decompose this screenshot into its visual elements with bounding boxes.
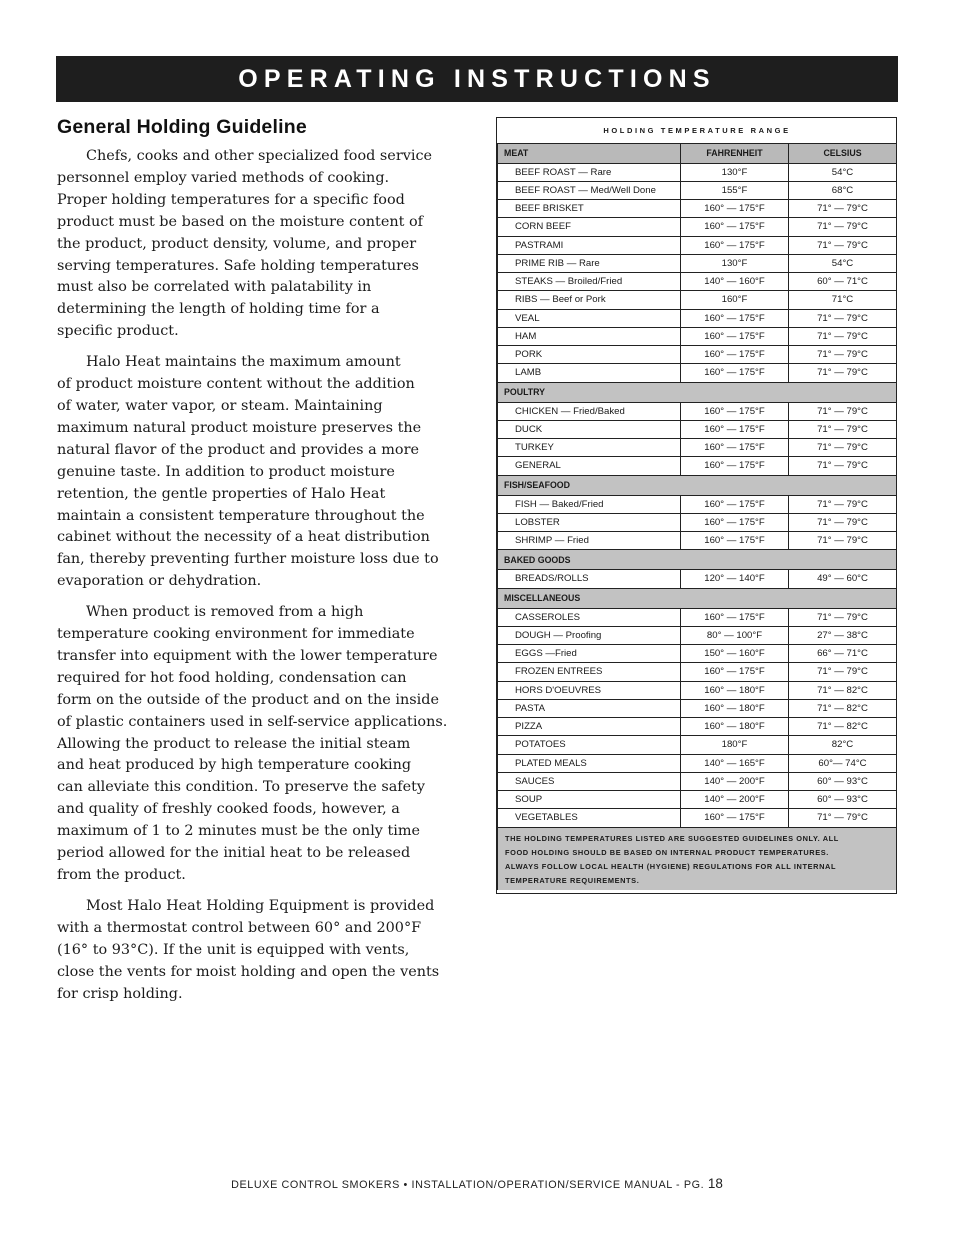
food-item-cell: GENERAL (498, 457, 681, 475)
paragraph-line: maximum of 1 to 2 minutes must be the only time (57, 823, 421, 840)
paragraph-line: and heat produced by high temperature cooking (57, 757, 412, 774)
paragraph-line: period allowed for the initial heat to be released (57, 845, 411, 862)
celsius-cell: 71° — 79°C (789, 532, 897, 550)
table-row (498, 457, 897, 475)
table-note-row (498, 827, 897, 890)
paragraph-line: serving temperatures. Safe holding temperatures (57, 257, 419, 274)
table-row (498, 439, 897, 457)
food-item-cell: BEEF ROAST — Rare (498, 163, 681, 181)
food-item-cell: CORN BEEF (498, 218, 681, 236)
paragraph-line: close the vents for moist holding and open the vents (57, 963, 440, 980)
fahrenheit-cell: 160° — 175°F (681, 218, 789, 236)
fahrenheit-cell: 160° — 175°F (681, 402, 789, 420)
paragraph-line: for crisp holding. (57, 985, 183, 1002)
fahrenheit-cell: 130°F (681, 163, 789, 181)
table-row (498, 532, 897, 550)
category-label: FISH/SEAFOOD (498, 475, 897, 495)
celsius-cell: 71° — 82°C (789, 718, 897, 736)
paragraph-line: specific product. (57, 323, 179, 340)
celsius-cell: 71° — 79°C (789, 608, 897, 626)
food-item-cell: DUCK (498, 420, 681, 438)
table-row (498, 681, 897, 699)
food-item-cell: RIBS — Beef or Pork (498, 291, 681, 309)
celsius-cell: 60° — 93°C (789, 772, 897, 790)
paragraph-line: genuine taste. In addition to product moisture (57, 463, 395, 480)
category-label: MISCELLANEOUS (498, 588, 897, 608)
paragraph-line: and quality of freshly cooked foods, however, a (57, 801, 400, 818)
celsius-cell: 71° — 79°C (789, 364, 897, 382)
column-header-celsius: CELSIUS (789, 143, 897, 163)
table-caption-row (498, 118, 897, 143)
note-line: FOOD HOLDING SHOULD BE BASED ON INTERNAL PRODUCT TEMPERATURES. (505, 847, 829, 857)
table-row (498, 200, 897, 218)
paragraph-line: evaporation or dehydration. (57, 573, 262, 590)
paragraph-line: from the product. (57, 867, 186, 883)
guideline-text (57, 146, 473, 1005)
celsius-cell: 54°C (789, 163, 897, 181)
paragraph-line: determining the length of holding time for a (57, 301, 380, 318)
fahrenheit-cell: 160° — 175°F (681, 236, 789, 254)
fahrenheit-cell: 180°F (681, 736, 789, 754)
celsius-cell: 71° — 79°C (789, 200, 897, 218)
table-row (498, 163, 897, 181)
paragraph-line: retention, the gentle properties of Halo Heat (57, 485, 386, 502)
paragraph-line: of plastic containers used in self-service applications. (57, 713, 448, 730)
celsius-cell: 71° — 79°C (789, 495, 897, 513)
fahrenheit-cell: 130°F (681, 254, 789, 272)
paragraph-line: fan, thereby preventing further moisture loss due to (57, 551, 439, 568)
celsius-cell: 71° — 79°C (789, 402, 897, 420)
fahrenheit-cell: 160° — 175°F (681, 495, 789, 513)
category-row (498, 588, 897, 608)
food-item-cell: TURKEY (498, 439, 681, 457)
paragraph-line: maintain a consistent temperature throughout the (57, 507, 425, 524)
food-item-cell: BREADS/ROLLS (498, 570, 681, 588)
fahrenheit-cell: 160° — 175°F (681, 663, 789, 681)
celsius-cell: 54°C (789, 254, 897, 272)
celsius-cell: 27° — 38°C (789, 626, 897, 644)
fahrenheit-cell: 160° — 175°F (681, 532, 789, 550)
column-header-meat: MEAT (498, 143, 681, 163)
fahrenheit-cell: 160° — 175°F (681, 309, 789, 327)
fahrenheit-cell: 160° — 175°F (681, 420, 789, 438)
fahrenheit-cell: 160° — 180°F (681, 718, 789, 736)
paragraph-line: temperature cooking environment for immediate (57, 626, 415, 643)
table-row (498, 736, 897, 754)
category-label: BAKED GOODS (498, 550, 897, 570)
fahrenheit-cell: 140° — 200°F (681, 772, 789, 790)
fahrenheit-cell: 160° — 175°F (681, 346, 789, 364)
table-row (498, 364, 897, 382)
food-item-cell: PASTA (498, 699, 681, 717)
fahrenheit-cell: 160° — 175°F (681, 439, 789, 457)
food-item-cell: STEAKS — Broiled/Fried (498, 273, 681, 291)
fahrenheit-cell: 80° — 100°F (681, 626, 789, 644)
table-row (498, 570, 897, 588)
category-row (498, 475, 897, 495)
celsius-cell: 71° — 79°C (789, 346, 897, 364)
food-item-cell: PRIME RIB — Rare (498, 254, 681, 272)
table-row (498, 791, 897, 809)
fahrenheit-cell: 120° — 140°F (681, 570, 789, 588)
paragraph-line: Proper holding temperatures for a specific food (57, 191, 405, 208)
paragraph-line: personnel employ varied methods of cooking. (57, 169, 390, 186)
guideline-paragraph (57, 352, 473, 593)
table-row (498, 291, 897, 309)
fahrenheit-cell: 160° — 180°F (681, 681, 789, 699)
paragraph-line: When product is removed from a high (86, 604, 364, 621)
paragraph-line: natural flavor of the product and provides a more (57, 441, 419, 458)
fahrenheit-cell: 160° — 175°F (681, 364, 789, 382)
food-item-cell: DOUGH — Proofing (498, 626, 681, 644)
table-row (498, 346, 897, 364)
celsius-cell: 71° — 79°C (789, 513, 897, 531)
food-item-cell: FROZEN ENTREES (498, 663, 681, 681)
fahrenheit-cell: 150° — 160°F (681, 645, 789, 663)
food-item-cell: PLATED MEALS (498, 754, 681, 772)
food-item-cell: LOBSTER (498, 513, 681, 531)
celsius-cell: 60° — 71°C (789, 273, 897, 291)
food-item-cell: SHRIMP — Fried (498, 532, 681, 550)
food-item-cell: HAM (498, 327, 681, 345)
celsius-cell: 71°C (789, 291, 897, 309)
paragraph-line: of product moisture content without the addition (57, 376, 415, 393)
celsius-cell: 71° — 79°C (789, 457, 897, 475)
celsius-cell: 71° — 82°C (789, 699, 897, 717)
paragraph-line: must also be correlated with palatability in (57, 279, 372, 296)
paragraph-line: required for hot food holding, condensation can (57, 669, 407, 686)
paragraph-line: cabinet without the necessity of a heat distribution (57, 529, 430, 546)
table-row (498, 420, 897, 438)
guideline-paragraph (57, 146, 473, 343)
fahrenheit-cell: 155°F (681, 181, 789, 199)
page-number: 18 (707, 1176, 723, 1191)
food-item-cell: PIZZA (498, 718, 681, 736)
table-caption: HOLDING TEMPERATURE RANGE (498, 118, 897, 143)
table-row (498, 718, 897, 736)
fahrenheit-cell: 140° — 200°F (681, 791, 789, 809)
table-row (498, 495, 897, 513)
fahrenheit-cell: 160°F (681, 291, 789, 309)
food-item-cell: EGGS —Fried (498, 645, 681, 663)
food-item-cell: BEEF BRISKET (498, 200, 681, 218)
page-footer (0, 1176, 954, 1191)
paragraph-line: the product, product density, volume, and proper (57, 235, 417, 252)
celsius-cell: 60°— 74°C (789, 754, 897, 772)
table-row (498, 513, 897, 531)
paragraph-line: product must be based on the moisture content of (57, 213, 423, 230)
page-banner: OPERATING INSTRUCTIONS (56, 56, 898, 102)
table-row (498, 663, 897, 681)
food-item-cell: BEEF ROAST — Med/Well Done (498, 181, 681, 199)
food-item-cell: HORS D'OEUVRES (498, 681, 681, 699)
table-row (498, 309, 897, 327)
section-title: General Holding Guideline (57, 116, 307, 138)
celsius-cell: 71° — 79°C (789, 663, 897, 681)
fahrenheit-cell: 160° — 175°F (681, 327, 789, 345)
table-row (498, 327, 897, 345)
table-row (498, 754, 897, 772)
guideline-paragraph (57, 602, 473, 887)
celsius-cell: 49° — 60°C (789, 570, 897, 588)
paragraph-line: with a thermostat control between 60° and 200°F (57, 919, 422, 936)
category-row (498, 550, 897, 570)
note-line: THE HOLDING TEMPERATURES LISTED ARE SUGGESTED GUIDELINES ONLY. ALL (505, 833, 839, 843)
footer-manual-title: DELUXE CONTROL SMOKERS • INSTALLATION/OPERATION/SERVICE MANUAL - PG. (231, 1179, 705, 1191)
fahrenheit-cell: 160° — 180°F (681, 699, 789, 717)
paragraph-line: (16° to 93°C). If the unit is equipped with vents, (57, 941, 410, 958)
table-row (498, 626, 897, 644)
celsius-cell: 71° — 79°C (789, 439, 897, 457)
table-row (498, 699, 897, 717)
table-row (498, 608, 897, 626)
fahrenheit-cell: 160° — 175°F (681, 809, 789, 827)
food-item-cell: SAUCES (498, 772, 681, 790)
paragraph-line: Allowing the product to release the initial steam (57, 735, 411, 752)
celsius-cell: 71° — 79°C (789, 309, 897, 327)
paragraph-line: Most Halo Heat Holding Equipment is provided (86, 897, 435, 914)
food-item-cell: PASTRAMI (498, 236, 681, 254)
paragraph-line: Chefs, cooks and other specialized food service (86, 148, 433, 164)
paragraph-line: of water, water vapor, or steam. Maintaining (57, 397, 383, 414)
celsius-cell: 71° — 79°C (789, 236, 897, 254)
category-label: POULTRY (498, 382, 897, 402)
celsius-cell: 71° — 82°C (789, 681, 897, 699)
paragraph-line: can alleviate this condition. To preserve the safety (57, 779, 426, 796)
food-item-cell: LAMB (498, 364, 681, 382)
food-item-cell: VEGETABLES (498, 809, 681, 827)
table-row (498, 402, 897, 420)
celsius-cell: 71° — 79°C (789, 420, 897, 438)
fahrenheit-cell: 140° — 165°F (681, 754, 789, 772)
celsius-cell: 68°C (789, 181, 897, 199)
fahrenheit-cell: 140° — 160°F (681, 273, 789, 291)
food-item-cell: CASSEROLES (498, 608, 681, 626)
food-item-cell: VEAL (498, 309, 681, 327)
table-row (498, 273, 897, 291)
fahrenheit-cell: 160° — 175°F (681, 513, 789, 531)
celsius-cell: 82°C (789, 736, 897, 754)
table-row (498, 218, 897, 236)
celsius-cell: 60° — 93°C (789, 791, 897, 809)
food-item-cell: PORK (498, 346, 681, 364)
holding-temperature-table (496, 117, 897, 894)
paragraph-line: Halo Heat maintains the maximum amount (86, 354, 401, 371)
table-row (498, 181, 897, 199)
food-item-cell: FISH — Baked/Fried (498, 495, 681, 513)
column-header-fahrenheit: FAHRENHEIT (681, 143, 789, 163)
note-line: TEMPERATURE REQUIREMENTS. (505, 875, 640, 885)
celsius-cell: 66° — 71°C (789, 645, 897, 663)
table-note (498, 827, 897, 890)
food-item-cell: POTATOES (498, 736, 681, 754)
celsius-cell: 71° — 79°C (789, 809, 897, 827)
fahrenheit-cell: 160° — 175°F (681, 457, 789, 475)
table-row (498, 254, 897, 272)
fahrenheit-cell: 160° — 175°F (681, 200, 789, 218)
table-row (498, 645, 897, 663)
note-line: ALWAYS FOLLOW LOCAL HEALTH (HYGIENE) REGULATIONS FOR ALL INTERNAL (505, 861, 837, 871)
paragraph-line: transfer into equipment with the lower temperature (57, 647, 438, 664)
paragraph-line: form on the outside of the product and on the inside (57, 691, 439, 708)
category-row (498, 382, 897, 402)
food-item-cell: CHICKEN — Fried/Baked (498, 402, 681, 420)
food-item-cell: SOUP (498, 791, 681, 809)
celsius-cell: 71° — 79°C (789, 327, 897, 345)
table-header-row (498, 143, 897, 163)
paragraph-line: maximum natural product moisture preserves the (57, 419, 422, 436)
table-row (498, 809, 897, 827)
table-row (498, 772, 897, 790)
fahrenheit-cell: 160° — 175°F (681, 608, 789, 626)
table-row (498, 236, 897, 254)
guideline-column (57, 116, 473, 1014)
celsius-cell: 71° — 79°C (789, 218, 897, 236)
guideline-paragraph (57, 896, 473, 1006)
